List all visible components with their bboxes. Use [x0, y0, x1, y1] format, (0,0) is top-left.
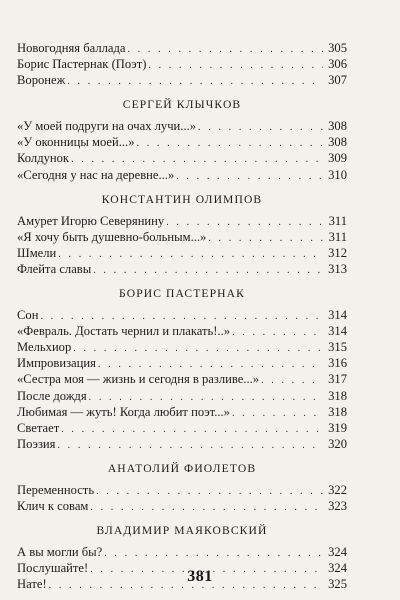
- toc-entry: [17, 56, 347, 72]
- entry-page-number: 317: [328, 372, 347, 387]
- entry-title: Сон: [17, 308, 39, 323]
- toc-entry: [17, 544, 347, 560]
- toc-entry: [17, 245, 347, 261]
- toc-entry: [17, 498, 347, 514]
- dot-leader: [137, 136, 324, 152]
- dot-leader: [208, 231, 323, 247]
- toc-entry: [17, 118, 347, 134]
- entry-page-number: 314: [328, 308, 347, 323]
- dot-leader: [148, 58, 323, 74]
- toc-entry: [17, 134, 347, 150]
- table-of-contents: [17, 40, 347, 592]
- entry-title: Воронеж: [17, 73, 66, 88]
- toc-entry: [17, 167, 347, 183]
- entry-title: «Я хочу быть душевно-больным...»: [17, 229, 207, 244]
- dot-leader: [58, 247, 323, 263]
- toc-entry: [17, 420, 347, 436]
- entry-page-number: 308: [328, 135, 347, 150]
- entry-title: «Сестра моя — жизнь и сегодня в разливе...»: [17, 372, 260, 387]
- toc-entry: [17, 261, 347, 277]
- entry-page-number: 325: [328, 577, 347, 592]
- toc-entry: [17, 482, 347, 498]
- dot-leader: [67, 74, 323, 90]
- author-heading: СЕРГЕЙ КЛЫЧКОВ: [122, 98, 242, 112]
- dot-leader: [96, 484, 323, 500]
- entry-title: «У моей подруги на очах лучи...»: [17, 119, 197, 134]
- entry-page-number: 305: [328, 41, 347, 55]
- entry-page-number: 316: [328, 356, 347, 371]
- entry-page-number: 324: [328, 545, 347, 560]
- entry-title: Переменность: [17, 482, 95, 497]
- entry-page-number: 315: [328, 340, 347, 355]
- entry-title: «Сегодня у нас на деревне...»: [17, 167, 175, 182]
- entry-page-number: 310: [328, 167, 347, 182]
- entry-title: После дождя: [17, 388, 87, 403]
- entry-title: Импровизация: [17, 356, 96, 371]
- entry-page-number: 324: [328, 561, 347, 576]
- toc-entry: [17, 436, 347, 452]
- entry-page-number: 323: [328, 498, 347, 513]
- toc-entry: [17, 40, 347, 56]
- author-heading: АНАТОЛИЙ ФИОЛЕТОВ: [107, 461, 257, 475]
- entry-title: Шмели: [17, 245, 57, 260]
- dot-leader: [61, 422, 323, 438]
- toc-entry: [17, 404, 347, 420]
- entry-title: Флейта славы: [17, 261, 92, 276]
- toc-entry: [17, 323, 347, 339]
- entry-page-number: 309: [328, 151, 347, 166]
- entry-title: Светает: [17, 420, 60, 435]
- toc-entry: [17, 229, 347, 245]
- entry-title: А вы могли бы?: [17, 545, 103, 560]
- entry-page-number: 322: [328, 482, 347, 497]
- page-number: 381: [187, 568, 213, 585]
- toc-entry: [17, 371, 347, 387]
- entry-title: Нате!: [17, 577, 47, 592]
- entry-title: «У оконницы моей...»: [17, 135, 135, 150]
- entry-page-number: 318: [328, 388, 347, 403]
- toc-entry: [17, 388, 347, 404]
- toc-entry: [17, 150, 347, 166]
- dot-leader: [90, 500, 323, 516]
- dot-leader: [104, 546, 323, 562]
- entry-title: Клич к совам: [17, 498, 89, 513]
- entry-page-number: 314: [328, 324, 347, 339]
- toc-entry: [17, 72, 347, 88]
- entry-page-number: 318: [328, 404, 347, 419]
- toc-entry: [17, 355, 347, 371]
- dot-leader: [93, 263, 323, 279]
- entry-page-number: 312: [328, 245, 347, 260]
- author-heading: ВЛАДИМИР МАЯКОВСКИЙ: [96, 524, 268, 538]
- dot-leader: [127, 42, 323, 58]
- entry-page-number: 320: [328, 436, 347, 451]
- entry-title: Колдунок: [17, 151, 70, 166]
- dot-leader: [73, 341, 323, 357]
- entry-title: «Февраль. Достать чернил и плакать!..»: [17, 324, 231, 339]
- entry-title: Мельхиор: [17, 340, 72, 355]
- entry-title: Амурет Игорю Северянину: [17, 213, 165, 228]
- entry-page-number: 306: [328, 57, 347, 72]
- author-heading: КОНСТАНТИН ОЛИМПОВ: [101, 192, 263, 206]
- dot-leader: [232, 325, 323, 341]
- entry-title: Поэзия: [17, 436, 56, 451]
- entry-title: Борис Пастернак (Поэт): [17, 57, 147, 72]
- toc-entry: [17, 307, 347, 323]
- entry-page-number: 311: [328, 213, 347, 228]
- entry-page-number: 313: [328, 261, 347, 276]
- dot-leader: [57, 438, 323, 454]
- dot-leader: [261, 373, 323, 389]
- dot-leader: [176, 169, 323, 185]
- entry-page-number: 311: [328, 229, 347, 244]
- entry-page-number: 308: [328, 119, 347, 134]
- entry-title: Послушайте!: [17, 561, 89, 576]
- dot-leader: [198, 120, 323, 136]
- entry-title: Новогодняя баллада: [17, 41, 126, 55]
- entry-title: Любимая — жуть! Когда любит поэт...»: [17, 404, 230, 419]
- dot-leader: [232, 406, 323, 422]
- author-heading: БОРИС ПАСТЕРНАК: [119, 287, 245, 301]
- toc-entry: [17, 213, 347, 229]
- entry-page-number: 319: [328, 420, 347, 435]
- toc-entry: [17, 339, 347, 355]
- entry-page-number: 307: [328, 73, 347, 88]
